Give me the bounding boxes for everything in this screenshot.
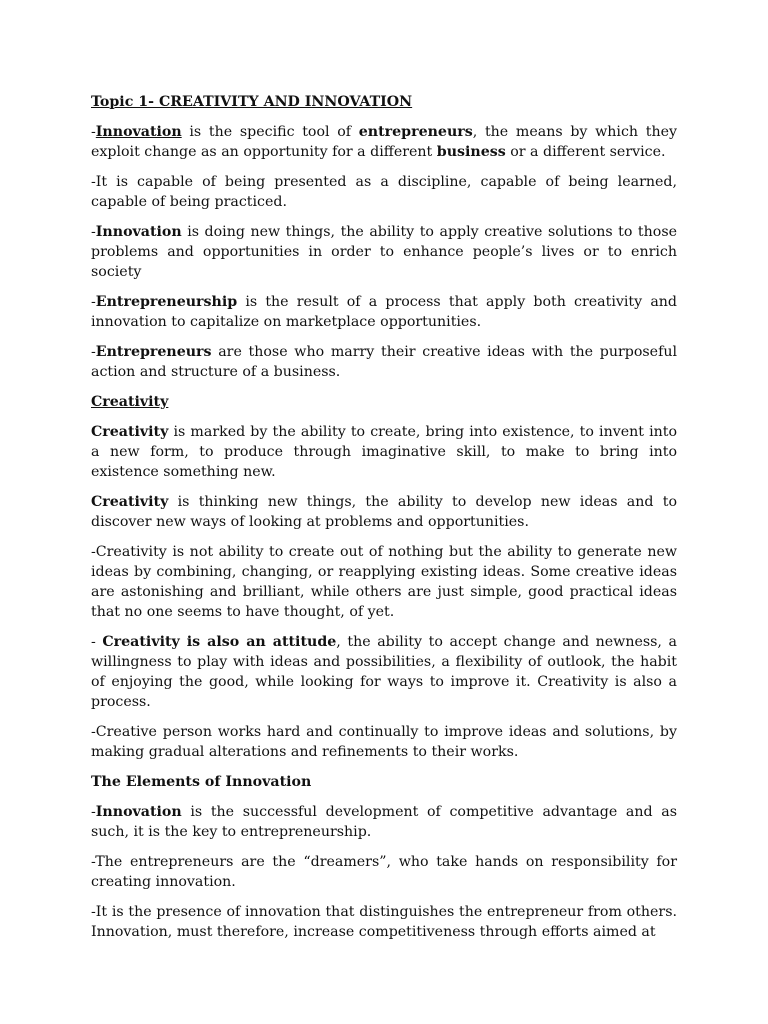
term-entrepreneurship: Entrepreneurship [95,294,238,310]
term-business: business [436,144,506,160]
paragraph-discipline: -It is capable of being presented as a discipline, capable of being learned, capable of being practiced. [91,174,677,210]
elements-heading: The Elements of Innovation [91,774,312,790]
term-innovation: Innovation [95,804,182,820]
paragraph-innovation-advantage: -Innovation is the successful development of competitive advantage and as such, it is the key to entrepreneurship. [91,804,677,840]
paragraph-entrepreneurship: -Entrepreneurship is the result of a process that apply both creativity and innovation to capitalize on marketplace opportunities. [91,294,677,330]
paragraph-innovation-tool: -Innovation is the specific tool of entrepreneurs, the means by which they exploit change as an opportunity for a different business or a different service. [91,124,677,160]
paragraph-presence-of-innovation: -It is the presence of innovation that distinguishes the entrepreneur from others. Innovation, must therefore, increase competitiveness through efforts aimed at [91,904,677,940]
paragraph-creativity-attitude: - Creativity is also an attitude, the ability to accept change and newness, a willingness to play with ideas and possibilities, a flexibility of outlook, the habit of enjoying the good, while looking for ways to improve it. Creativity is also a process. [91,634,677,710]
term-creativity: Creativity [91,424,169,440]
paragraph-innovation-new-things: -Innovation is doing new things, the ability to apply creative solutions to those problems and opportunities in order to enhance people’s lives or to enrich society [91,224,677,280]
document-body [91,92,677,952]
paragraph-creativity-marked: Creativity is marked by the ability to create, bring into existence, to invent into a new form, to produce through imaginative skill, to make to bring into existence something new. [91,424,677,480]
paragraph-creativity-not-nothing: -Creativity is not ability to create out of nothing but the ability to generate new ideas by combining, changing, or reapplying existing ideas. Some creative ideas are astonishing and brilliant, while others are just simple, good practical ideas that no one seems to have thought, of yet. [91,544,677,620]
creativity-heading: Creativity [91,394,169,410]
paragraph-creative-person: -Creative person works hard and continually to improve ideas and solutions, by making gradual alterations and refinements to their works. [91,724,677,760]
term-creativity: Creativity [91,494,169,510]
term-entrepreneurs: entrepreneurs [358,124,473,140]
paragraph-dreamers: -The entrepreneurs are the “dreamers”, who take hands on responsibility for creating innovation. [91,854,677,890]
term-innovation: Innovation [95,124,182,140]
document-title: Topic 1- CREATIVITY AND INNOVATION [91,94,413,110]
term-creativity-attitude: Creativity is also an attitude [102,634,337,650]
paragraph-creativity-thinking: Creativity is thinking new things, the ability to develop new ideas and to discover new ways of looking at problems and opportunities. [91,494,677,530]
paragraph-entrepreneurs: -Entrepreneurs are those who marry their creative ideas with the purposeful action and structure of a business. [91,344,677,380]
term-innovation: Innovation [95,224,182,240]
term-entrepreneurs: Entrepreneurs [95,344,212,360]
